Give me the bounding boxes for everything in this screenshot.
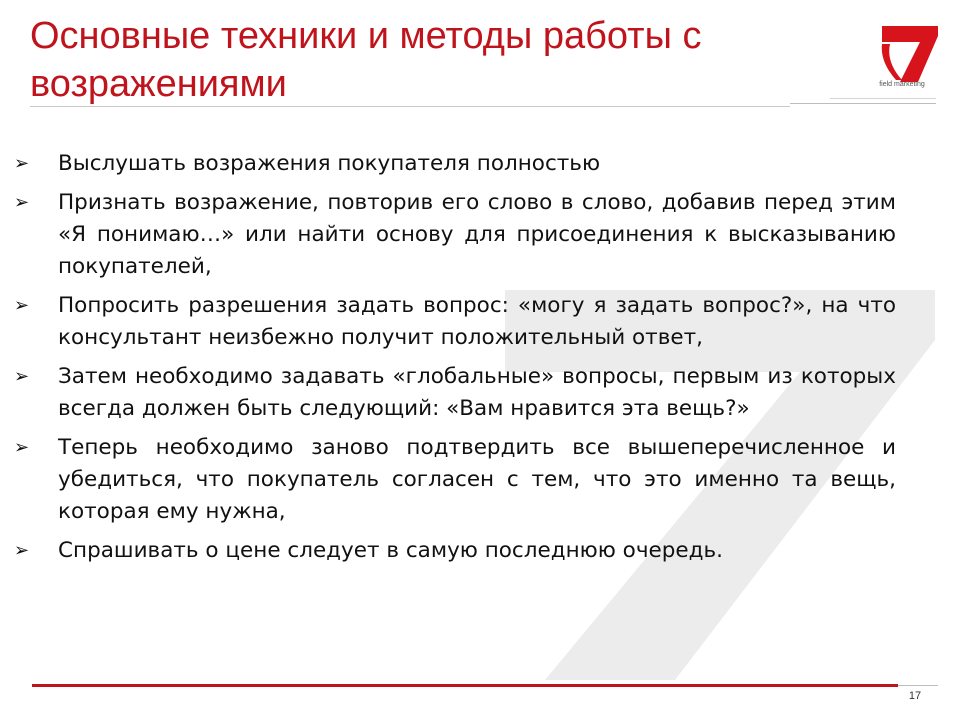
list-item xyxy=(14,187,896,283)
arrow-bullet-icon: ➢ xyxy=(14,153,30,174)
bullet-text: Затем необходимо задавать «глобальные» вопросы, первым из которых всегда должен быть следующий: «Вам нравится эта вещь?» xyxy=(58,364,896,421)
header-divider-right xyxy=(790,103,936,104)
list-item xyxy=(14,535,896,567)
bullet-text: Попросить разрешения задать вопрос: «могу я задать вопрос?», на что консультант неизбежно получит положительный ответ, xyxy=(58,293,896,350)
header-divider-right-upper xyxy=(830,98,936,99)
title-line-1: Основные техники и методы работы с xyxy=(30,15,702,57)
arrow-bullet-icon: ➢ xyxy=(14,192,30,213)
list-item xyxy=(14,432,896,528)
header-divider xyxy=(30,106,790,107)
logo-subtitle: field marketing xyxy=(879,81,925,88)
page-title xyxy=(30,12,830,108)
arrow-bullet-icon: ➢ xyxy=(14,437,30,458)
bullet-text: Теперь необходимо заново подтвердить все вышеперечисленное и убедиться, что покупатель согласен с тем, что это именно та вещь, которая ему нужна, xyxy=(58,435,896,524)
list-item xyxy=(14,361,896,425)
arrow-bullet-icon: ➢ xyxy=(14,366,30,387)
arrow-bullet-icon: ➢ xyxy=(14,295,30,316)
bullet-list xyxy=(14,148,896,574)
list-item xyxy=(14,148,896,180)
footer-divider xyxy=(32,684,898,687)
page-number: 17 xyxy=(908,690,922,702)
bullet-text: Выслушать возражения покупателя полностью xyxy=(58,151,601,176)
list-item xyxy=(14,290,896,354)
title-line-2: возражениями xyxy=(30,63,287,105)
arrow-bullet-icon: ➢ xyxy=(14,540,30,561)
footer-divider-right xyxy=(898,685,938,686)
bullet-text: Спрашивать о цене следует в самую последнюю очередь. xyxy=(58,538,724,563)
bullet-text: Признать возражение, повторив его слово в слово, добавив перед этим «Я понимаю…» или найти основу для присоединения к высказыванию покупателей, xyxy=(58,190,896,279)
